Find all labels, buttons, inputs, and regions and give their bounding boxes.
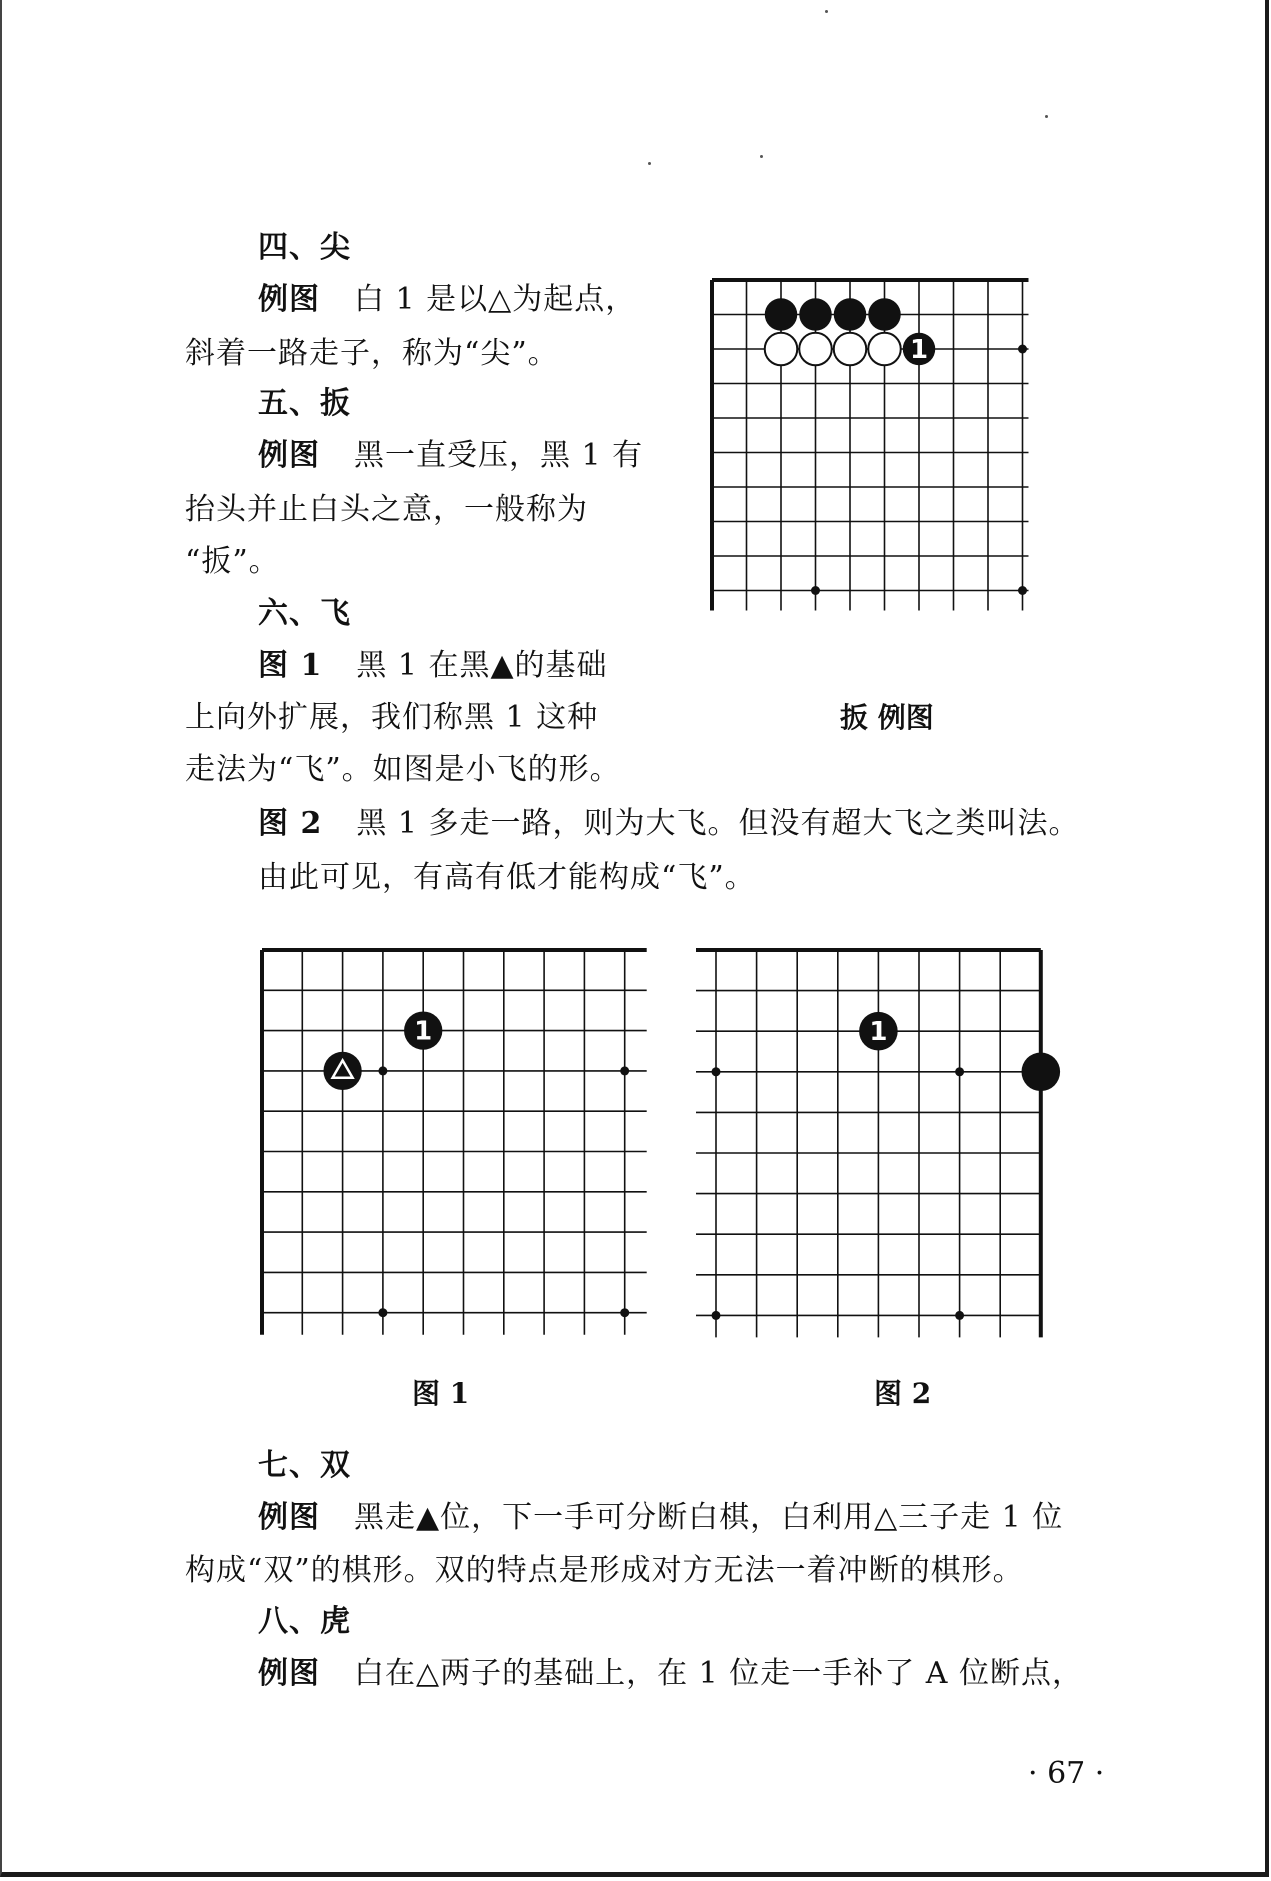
black-stone — [834, 298, 867, 331]
move-number-label: 1 — [909, 335, 929, 365]
white-stone — [868, 333, 901, 366]
heading-ban: 五、扳 — [258, 386, 351, 421]
figure-label: 图 2 — [258, 806, 323, 841]
caption-fig2: 图 2 — [874, 1377, 932, 1410]
scan-speck — [760, 155, 763, 158]
scan-speck — [825, 10, 828, 13]
black-stone-marked — [323, 1052, 361, 1090]
star-point — [712, 1067, 721, 1076]
star-point — [1018, 345, 1027, 354]
star-point — [378, 1308, 387, 1317]
black-stone — [868, 298, 901, 331]
caption-ban-example: 扳 例图 — [840, 701, 934, 734]
jian-line-2: 斜着一路走子，称为“尖”。 — [185, 336, 559, 371]
white-stone — [834, 333, 867, 366]
shuang-line-1: 例图 黑走▲位，下一手可分断白棋，白利用△三子走 1 位 — [258, 1500, 1064, 1535]
fei-line-4: 图 2 黑 1 多走一路，则为大飞。但没有超大飞之类叫法。 — [258, 806, 1080, 841]
ban-line-1: 例图 黑一直受压，黑 1 有 — [258, 438, 644, 473]
go-board-fig2 — [696, 946, 1096, 1346]
page-number: · 67 · — [1028, 1756, 1105, 1791]
white-stone — [765, 333, 798, 366]
fei-line-1: 图 1 黑 1 在黑▲的基础 — [258, 648, 608, 683]
star-point — [955, 1311, 964, 1320]
black-stone — [799, 298, 832, 331]
scan-speck — [648, 162, 651, 165]
star-point — [811, 586, 820, 595]
star-point — [955, 1067, 964, 1076]
heading-hu: 八、虎 — [258, 1604, 351, 1639]
heading-shuang: 七、双 — [258, 1448, 351, 1483]
heading-jian: 四、尖 — [258, 230, 351, 265]
move-number-label: 1 — [414, 1016, 433, 1047]
move-number-label: 1 — [869, 1017, 888, 1048]
scan-speck — [1045, 115, 1048, 118]
caption-fig1: 图 1 — [412, 1377, 470, 1410]
example-label: 例图 — [258, 438, 320, 473]
hu-line-1: 例图 白在△两子的基础上，在 1 位走一手补了 A 位断点， — [258, 1656, 1083, 1691]
star-point — [620, 1308, 629, 1317]
example-label: 例图 — [258, 1656, 320, 1691]
ban-line-2: 抬头并止白头之意，一般称为 — [185, 492, 588, 527]
jian-line-1: 例图 白 1 是以△为起点， — [258, 282, 637, 317]
fei-line-3: 走法为“飞”。如图是小飞的形。 — [185, 752, 621, 787]
fei-line-5: 由此可见，有高有低才能构成“飞”。 — [258, 860, 756, 895]
star-point — [620, 1066, 629, 1075]
go-board-fig1 — [258, 946, 648, 1346]
black-stone — [1022, 1053, 1061, 1092]
go-board-ban-example — [708, 276, 1108, 666]
shuang-line-2: 构成“双”的棋形。双的特点是形成对方无法一着冲断的棋形。 — [185, 1553, 1024, 1588]
example-label: 例图 — [258, 1500, 320, 1535]
star-point — [712, 1311, 721, 1320]
black-stone — [765, 298, 798, 331]
fei-line-2: 上向外扩展，我们称黑 1 这种 — [185, 700, 599, 735]
example-label: 例图 — [258, 282, 320, 317]
figure-label: 图 1 — [258, 648, 323, 683]
star-point — [378, 1066, 387, 1075]
white-stone — [799, 333, 832, 366]
star-point — [1018, 586, 1027, 595]
heading-fei: 六、飞 — [258, 596, 351, 631]
ban-line-3: “扳”。 — [185, 544, 280, 579]
